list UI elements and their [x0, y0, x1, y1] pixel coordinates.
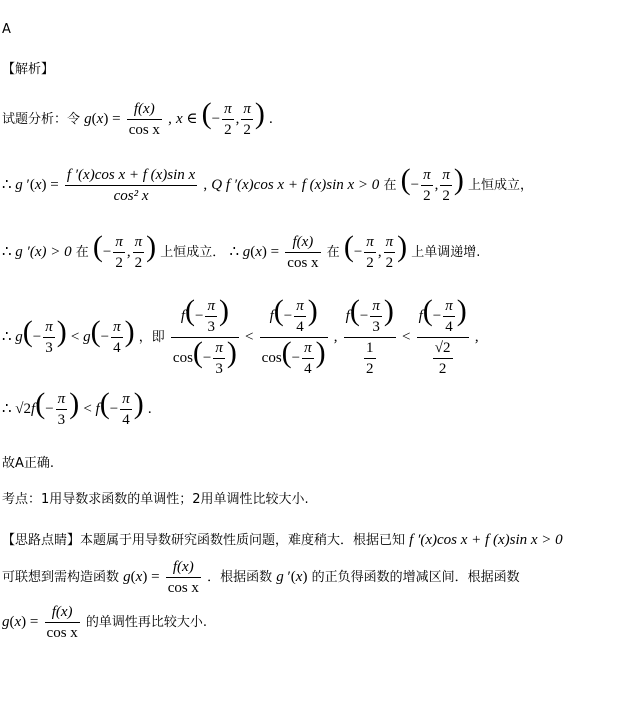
less-than-1: < g: [70, 329, 91, 345]
analysis-line-5: [2, 387, 152, 429]
ratio-third: [171, 293, 239, 378]
comma-4: ,: [474, 329, 479, 345]
tip-line-1-text: 本题属于用导数研究函数性质问题，难度稍大．根据已知: [80, 533, 406, 548]
four-4: 4: [445, 319, 453, 335]
three-3: 3: [215, 361, 223, 377]
three-5: 3: [57, 412, 66, 428]
pi-18: π: [120, 390, 132, 410]
pi-10: π: [111, 318, 123, 338]
therefore-3: ∴ g(x) =: [229, 244, 280, 260]
paren-x: (x) =: [91, 111, 121, 127]
two-3: 2: [423, 188, 431, 204]
cos-1: cos: [172, 349, 193, 366]
sqrt2-num: √2: [433, 339, 453, 359]
tip-g-denominator-2: cos x: [46, 625, 78, 641]
g-fraction: [127, 100, 162, 139]
tip-g-of-x-2: g(x) =: [2, 614, 39, 630]
analysis-line-1: [2, 97, 273, 139]
g-fraction-2: [285, 233, 320, 272]
analysis-heading: [2, 58, 54, 77]
pi-fourth-2: [120, 390, 132, 429]
answer-letter: [2, 22, 11, 37]
g-arg-open-1: (: [22, 315, 33, 348]
tip-line-3-text: 的单调性再比较大小.: [85, 615, 208, 630]
tip-gprime: g ′(x): [276, 569, 308, 585]
two-2: 2: [243, 122, 251, 138]
two-5: 2: [115, 255, 123, 271]
always-holds-2: 上恒成立．: [160, 245, 226, 260]
on-text-2: 在: [75, 245, 89, 260]
ratio-fourth-num: f(− $\frac{\pi}{4}$ ): [260, 297, 328, 338]
interval-close-2: ): [453, 163, 464, 196]
neg-pi-half-3: [113, 233, 125, 272]
two-1: 2: [224, 122, 232, 138]
pi-5: π: [113, 233, 125, 253]
neg-sign-2: −: [410, 177, 420, 193]
two-8: 2: [385, 255, 394, 271]
neg-sign-1: −: [211, 111, 221, 127]
four-3: 4: [304, 361, 312, 377]
comma-2: ,: [203, 177, 208, 193]
therefore-5: ∴ √2f: [2, 401, 36, 417]
pi-15: π: [370, 297, 382, 317]
ratio-half: [344, 293, 396, 378]
ratio-third-den: cos(− $\frac{\pi}{3}$ ): [172, 335, 237, 377]
tip-line-2: [2, 558, 520, 597]
interval-close: ): [254, 97, 265, 130]
pi-half-4: [384, 233, 396, 272]
f-arg-close-2: ): [133, 387, 144, 420]
pi-half-3: [133, 233, 145, 272]
three-1: 3: [45, 340, 53, 356]
comma-int-2: ,: [434, 177, 439, 193]
pi-17: π: [56, 390, 68, 410]
ratio-half-den: [344, 338, 396, 378]
neg-sign-8: −: [109, 401, 119, 417]
pi-1: π: [222, 100, 234, 120]
g-numerator-2: f(x): [285, 233, 320, 253]
pi-2: π: [241, 100, 253, 120]
two-6: 2: [134, 255, 143, 271]
ratio-sqrt: [417, 293, 469, 378]
derivative-fraction: [65, 166, 197, 205]
tip-label: 【思路点睛】: [2, 533, 81, 548]
analysis-heading-text: 【解析】: [2, 62, 55, 77]
four-1: 4: [113, 340, 121, 356]
conclusion-line: [2, 452, 54, 471]
neg-sign-6: −: [100, 329, 110, 345]
derivative-denominator: cos² x: [113, 188, 149, 204]
therefore-2: ∴: [2, 244, 16, 260]
comma-3: ,: [333, 329, 338, 345]
g-arg-open-2: (: [90, 315, 101, 348]
tip-line-2c: 的正负得函数的增减区间．根据函数: [311, 570, 520, 585]
cos-2: cos: [261, 349, 282, 366]
analysis-prefix: 试题分析：令: [2, 112, 81, 127]
f-arg-close-1: ): [69, 387, 80, 420]
pi-3: π: [421, 166, 433, 186]
therefore-4: ∴ g: [2, 329, 23, 345]
tip-line-2a: 可联想到需构造函数: [2, 570, 120, 585]
on-text-1: 在: [383, 178, 397, 193]
neg-sign-5: −: [32, 329, 42, 345]
pi-16: π: [443, 297, 455, 317]
neg-sign-3: −: [102, 244, 112, 260]
f-arg-open-2: (: [99, 387, 110, 420]
g-arg-close-1: ): [56, 315, 67, 348]
pi-half-2: [440, 166, 452, 205]
derivative-numerator: f ′(x)cos x + f (x)sin x: [65, 166, 197, 186]
half-den: 2: [366, 361, 374, 377]
neg-pi-half-4: [364, 233, 376, 272]
four-2: 4: [296, 319, 304, 335]
tip-line-2b: ．根据函数: [207, 570, 273, 585]
pi-12: π: [213, 339, 225, 359]
tip-g-numerator-2: f(x): [45, 603, 80, 623]
period-2: .: [147, 401, 152, 417]
interval-close-4: ): [397, 230, 408, 263]
therefore-1: ∴ g ′(x) =: [2, 177, 59, 193]
two-7: 2: [366, 255, 374, 271]
sqrt2-den: 2: [438, 361, 447, 377]
pi-11: π: [205, 297, 217, 317]
ratio-fourth: [260, 293, 328, 378]
neg-pi-half-2: [421, 166, 433, 205]
tip-condition: f ′(x)cos x + f (x)sin x > 0: [409, 532, 563, 548]
half-num: 1: [364, 339, 376, 359]
less-than-4: < f: [83, 401, 100, 417]
kaodian-text: 考点：1用导数求函数的单调性；2用单调性比较大小.: [2, 492, 309, 507]
comma-1: ,: [168, 111, 172, 127]
since-condition: Q f ′(x)cos x + f (x)sin x > 0: [211, 177, 380, 193]
pi-6: π: [133, 233, 145, 253]
interval-open: (: [201, 97, 212, 130]
ratio-half-num: f(− $\frac{\pi}{3}$ ): [344, 297, 396, 338]
ie-text: ，即: [138, 330, 165, 345]
always-holds-1: 上恒成立，: [468, 178, 534, 193]
pi-half-1: [241, 100, 253, 139]
tip-g-fraction: [166, 558, 201, 597]
gprime-positive: g ′(x) > 0: [15, 244, 72, 260]
tip-line-3: [2, 603, 207, 642]
comma-int-1: ,: [235, 111, 240, 127]
interval-open-2: (: [400, 163, 411, 196]
two-4: 2: [442, 188, 450, 204]
g-denominator: cos x: [128, 122, 160, 138]
conclusion-text: 故A正确.: [2, 456, 55, 471]
interval-close-3: ): [146, 230, 157, 263]
tip-g-fraction-2: [45, 603, 80, 642]
g-numerator: f(x): [127, 100, 162, 120]
pi-fourth-1: [111, 318, 123, 357]
three-4: 3: [372, 319, 380, 335]
tip-line-1: [2, 529, 563, 549]
kaodian-line: [2, 488, 309, 507]
ratio-fourth-den: cos(− $\frac{\pi}{4}$ ): [261, 335, 326, 377]
comma-int-4: ,: [377, 244, 382, 260]
ratio-sqrt-num: f(− $\frac{\pi}{4}$ ): [417, 297, 469, 338]
on-text-3: 在: [326, 245, 340, 260]
pi-8: π: [384, 233, 396, 253]
ratio-third-num: f(− $\frac{\pi}{3}$ ): [171, 297, 239, 338]
ratio-sqrt-den: [417, 338, 469, 378]
tip-g-denominator: cos x: [167, 580, 199, 596]
less-than-3: <: [401, 329, 411, 345]
neg-pi-half-1: [222, 100, 234, 139]
f-arg-open-1: (: [35, 387, 46, 420]
tip-g-numerator: f(x): [166, 558, 201, 578]
less-than-2: <: [245, 329, 254, 345]
period-1: .: [269, 111, 273, 127]
pi-7: π: [364, 233, 376, 253]
three-2: 3: [207, 319, 215, 335]
g-arg-close-2: ): [124, 315, 135, 348]
pi-third-2: [56, 390, 68, 429]
comma-int-3: ,: [126, 244, 131, 260]
neg-sign-4: −: [353, 244, 363, 260]
monotone-increasing: 上单调递增.: [411, 245, 481, 260]
analysis-line-2: [2, 163, 533, 205]
neg-sign-7: −: [45, 401, 54, 417]
g-of-x: g: [84, 111, 92, 127]
pi-4: π: [440, 166, 452, 186]
pi-14: π: [302, 339, 314, 359]
pi-third-1: [43, 318, 55, 357]
four-5: 4: [122, 412, 130, 428]
interval-open-3: (: [92, 230, 103, 263]
answer-text: A: [2, 22, 11, 37]
analysis-line-3: [2, 230, 480, 272]
interval-open-4: (: [343, 230, 354, 263]
pi-13: π: [294, 297, 306, 317]
g-denominator-2: cos x: [287, 255, 319, 271]
analysis-line-4: [2, 293, 479, 378]
pi-9: π: [43, 318, 55, 338]
domain-text: x ∈: [175, 111, 198, 127]
tip-g-of-x: g(x) =: [123, 569, 160, 585]
